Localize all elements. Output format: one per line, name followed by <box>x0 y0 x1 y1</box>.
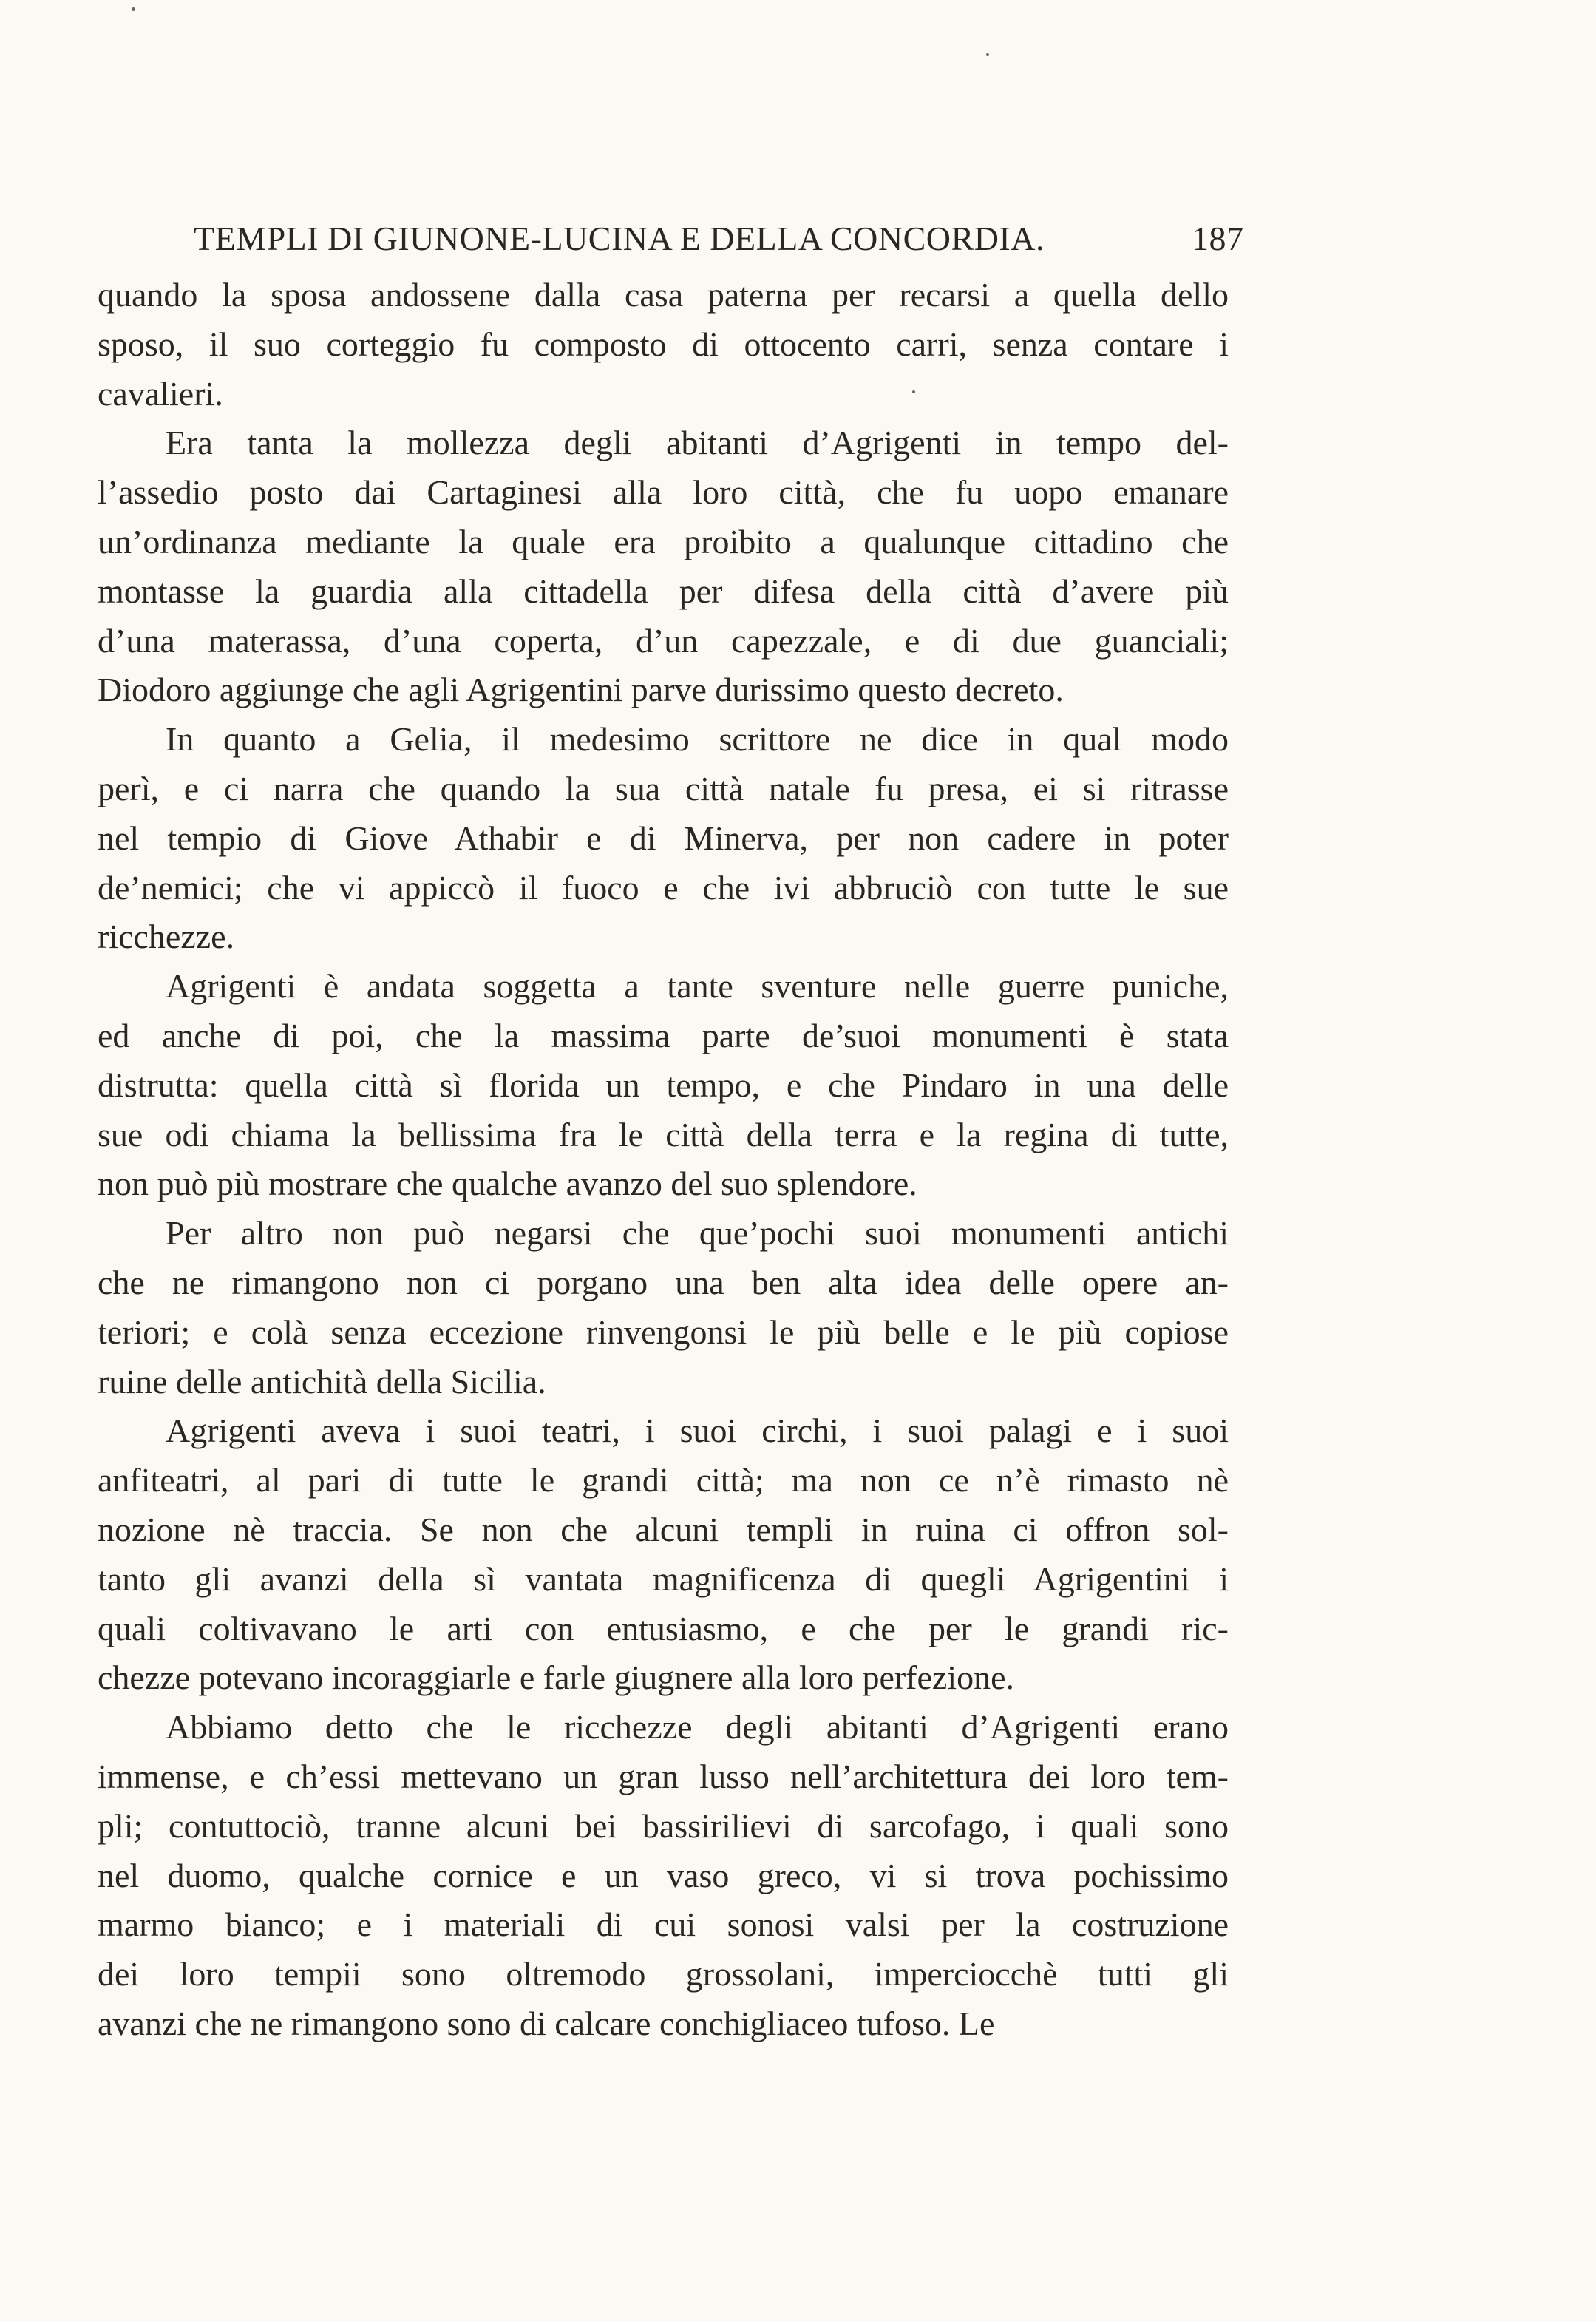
paper-speck <box>132 7 135 11</box>
text-line: Diodoro aggiunge che agli Agrigentini parve durissimo questo decreto. <box>98 671 1064 709</box>
text-line: quando la sposa andossene dalla casa paterna per recarsi a quella dello <box>98 276 1229 314</box>
text-line: ricchezze. <box>98 918 235 956</box>
text-line: quali coltivavano le arti con entusiasmo, e che per le grandi ric- <box>98 1609 1229 1647</box>
text-line: sposo, il suo corteggio fu composto di ottocento carri, senza contare i <box>98 325 1229 363</box>
text-line: non può più mostrare che qualche avanzo del suo splendore. <box>98 1165 917 1203</box>
text-line: immense, e ch’essi mettevano un gran lusso nell’architettura dei loro tem- <box>98 1757 1229 1795</box>
page-number: 187 <box>1192 220 1244 257</box>
body-text <box>98 271 1229 2049</box>
text-line: un’ordinanza mediante la quale era proibito a qualunque cittadino che <box>98 522 1229 560</box>
text-line: tanto gli avanzi della sì vantata magnificenza di quegli Agrigentini i <box>98 1559 1229 1598</box>
text-line: chezze potevano incoraggiarle e farle giugnere alla loro perfezione. <box>98 1658 1015 1697</box>
text-line: distrutta: quella città sì florida un tempo, e che Pindaro in una delle <box>98 1065 1229 1104</box>
text-line: teriori; e colà senza eccezione rinvengonsi le più belle e le più copiose <box>98 1312 1229 1351</box>
text-line: perì, e ci narra che quando la sua città natale fu presa, ei si ritrasse <box>98 769 1229 807</box>
paper-speck <box>912 390 915 393</box>
text-line: cavalieri. <box>98 374 223 413</box>
text-line: de’nemici; che vi appiccò il fuoco e che ivi abbruciò con tutte le sue <box>98 868 1229 907</box>
text-line: montasse la guardia alla cittadella per difesa della città d’avere più <box>98 572 1229 610</box>
running-head <box>194 219 1244 263</box>
running-head-title: TEMPLI DI GIUNONE-LUCINA E DELLA CONCORDIA. <box>194 220 1045 257</box>
text-line: che ne rimangono non ci porgano una ben alta idea delle opere an- <box>98 1263 1229 1301</box>
text-line: nozione nè traccia. Se non che alcuni templi in ruina ci offron sol- <box>98 1510 1229 1548</box>
paragraph-first-line: In quanto a Gelia, il medesimo scrittore ne dice in qual modo <box>166 720 1229 759</box>
text-line: nel duomo, qualche cornice e un vaso greco, vi si trova pochissimo <box>98 1856 1229 1894</box>
paragraph-first-line: Agrigenti aveva i suoi teatri, i suoi circhi, i suoi palagi e i suoi <box>166 1412 1229 1450</box>
text-line: pli; contuttociò, tranne alcuni bei bassirilievi di sarcofago, i quali sono <box>98 1806 1229 1845</box>
paper-speck <box>986 53 989 56</box>
text-line: anfiteatri, al pari di tutte le grandi città; ma non ce n’è rimasto nè <box>98 1461 1229 1500</box>
text-line: ruine delle antichità della Sicilia. <box>98 1362 546 1400</box>
paragraph-first-line: Agrigenti è andata soggetta a tante sventure nelle guerre puniche, <box>166 967 1229 1006</box>
text-line: dei loro tempii sono oltremodo grossolani, imperciocchè tutti gli <box>98 1955 1229 1993</box>
text-line: marmo bianco; e i materiali di cui sonosi valsi per la costruzione <box>98 1905 1229 1944</box>
text-line: ed anche di poi, che la massima parte de’suoi monumenti è stata <box>98 1016 1229 1054</box>
text-line: l’assedio posto dai Cartaginesi alla loro città, che fu uopo emanare <box>98 473 1229 512</box>
text-line: nel tempio di Giove Athabir e di Minerva, per non cadere in poter <box>98 819 1229 857</box>
text-line: avanzi che ne rimangono sono di calcare conchigliaceo tufoso. Le <box>98 2004 995 2042</box>
paragraph-first-line: Abbiamo detto che le ricchezze degli abitanti d’Agrigenti erano <box>166 1708 1229 1746</box>
paragraph-first-line: Era tanta la mollezza degli abitanti d’Agrigenti in tempo del- <box>166 424 1229 462</box>
text-line: sue odi chiama la bellissima fra le città della terra e la regina di tutte, <box>98 1115 1229 1153</box>
text-line: d’una materassa, d’una coperta, d’un capezzale, e di due guanciali; <box>98 621 1229 660</box>
paragraph-first-line: Per altro non può negarsi che que’pochi suoi monumenti antichi <box>166 1214 1229 1253</box>
